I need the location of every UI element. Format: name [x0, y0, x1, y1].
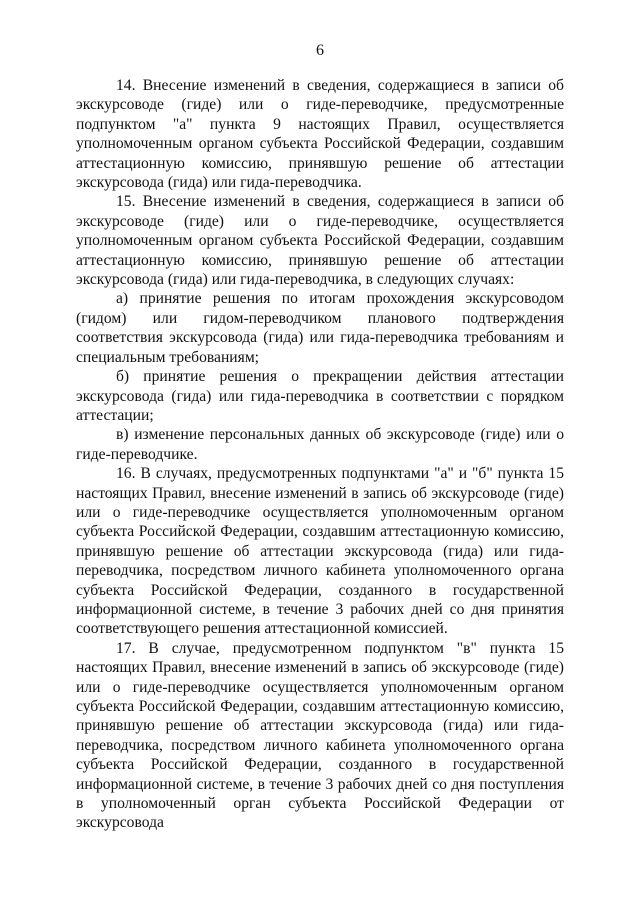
page-number: 6 [316, 42, 324, 59]
paragraph-17: 17. В случае, предусмотренном подпунктом "в" пункта 15 настоящих Правил, внесение изменений в запись об экскурсоводе (гиде) или о гиде-переводчике осуществляется уполномоченным органом субъекта Российской Федерации, создавшим аттестационную комиссию, принявшую решение об аттестации экскурсовода (гида) или гида-переводчика, посредством личного кабинета уполномоченного органа субъекта Российской Федерации, созданного в государственной информационной системе, в течение 3 рабочих дней со дня поступления в уполномоченный орган субъекта Российской Федерации от экскурсовода [76, 639, 564, 832]
paragraph-16: 16. В случаях, предусмотренных подпунктами "а" и "б" пункта 15 настоящих Правил, внесение изменений в запись об экскурсоводе (гиде) или о гиде-переводчике осуществляется уполномоченным органом субъекта Российской Федерации, создавшим аттестационную комиссию, принявшую решение об аттестации экскурсовода (гида) или гида-переводчика, посредством личного кабинета уполномоченного органа субъекта Российской Федерации, созданного в государственной информационной системе, в течение 3 рабочих дней со дня принятия соответствующего решения аттестационной комиссией. [76, 465, 564, 638]
paragraph-15: 15. Внесение изменений в сведения, содержащиеся в записи об экскурсоводе (гиде) или о гиде-переводчике, осуществляется уполномоченным органом субъекта Российской Федерации, создавшим аттестационную комиссию, принявшую решение об аттестации экскурсовода (гида) или гида-переводчика, в следующих случаях: [76, 193, 564, 289]
paragraph-15-subitem-b: б) принятие решения о прекращении действия аттестации экскурсовода (гида) или гида-переводчика в соответствии с порядком аттестации; [76, 368, 564, 424]
paragraph-15-subitem-a: а) принятие решения по итогам прохождения экскурсоводом (гидом) или гидом-переводчиком планового подтверждения соответствия экскурсовода (гида) или гида-переводчика требованиям и специальным требованиям; [76, 290, 564, 366]
paragraph-14: 14. Внесение изменений в сведения, содержащиеся в записи об экскурсоводе (гиде) или о гиде-переводчике, предусмотренные подпунктом "а" пункта 9 настоящих Правил, осуществляется уполномоченным органом субъекта Российской Федерации, создавшим аттестационную комиссию, принявшую решение об аттестации экскурсовода (гида) или гида-переводчика. [76, 77, 564, 192]
paragraph-15-subitem-v: в) изменение персональных данных об экскурсоводе (гиде) или о гиде-переводчике. [76, 426, 564, 463]
document-body [76, 76, 564, 833]
